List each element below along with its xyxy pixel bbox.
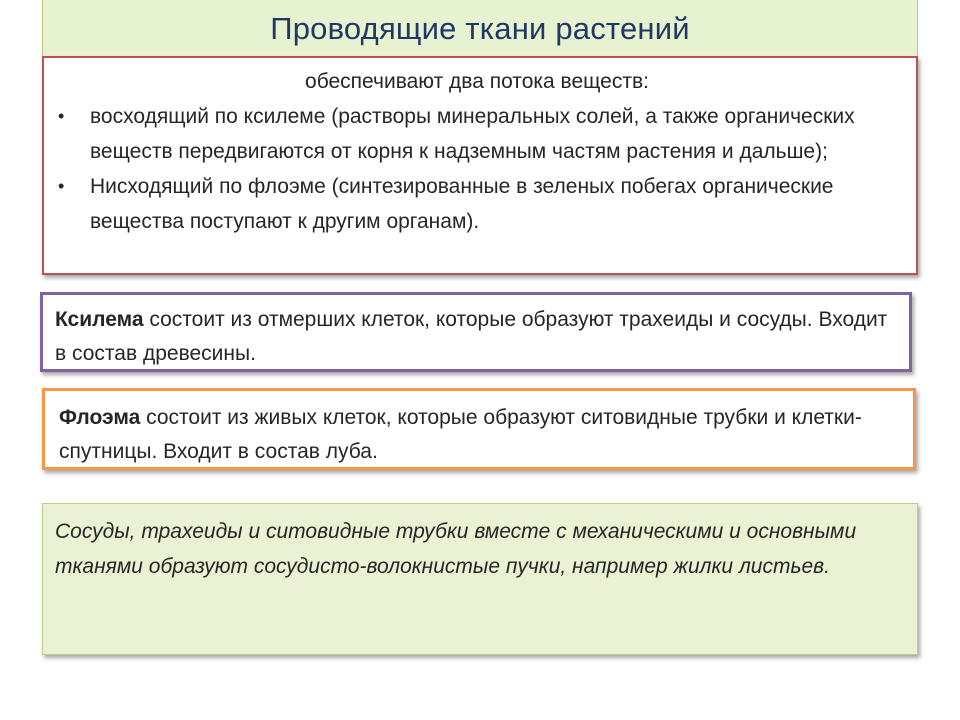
bundles-box xyxy=(42,503,918,655)
flows-intro: обеспечивают два потока веществ: xyxy=(305,70,649,93)
phloem-term: Флоэма xyxy=(59,406,141,429)
flows-list xyxy=(54,99,900,239)
xylem-box xyxy=(40,292,912,372)
title-box xyxy=(42,0,918,58)
list-item-ascending xyxy=(54,99,900,169)
list-item-descending xyxy=(54,169,900,239)
bullet-icon: • xyxy=(58,176,65,196)
slide-title: Проводящие ткани растений xyxy=(270,10,690,46)
list-item-text: Нисходящий по флоэме (синтезированные в зеленых побегах органические вещества поступают к другим органам). xyxy=(90,175,834,233)
bullet-icon: • xyxy=(58,106,65,126)
bundles-text: Сосуды, трахеиды и ситовидные трубки вместе с механическими и основными тканями образуют сосудисто-волокнистые пучки, например жилки листьев. xyxy=(55,520,857,578)
xylem-term: Ксилема xyxy=(55,308,144,331)
phloem-box xyxy=(42,388,916,470)
flows-box xyxy=(42,56,918,275)
phloem-text: состоит из живых клеток, которые образуют ситовидные трубки и клетки-спутницы. Входит в состав луба. xyxy=(59,406,862,463)
list-item-text: восходящий по ксилеме (растворы минеральных солей, а также органических веществ передвигаются от корня к надземным частям растения и дальше); xyxy=(90,105,855,163)
xylem-text: состоит из отмерших клеток, которые образуют трахеиды и сосуды. Входит в состав древесины. xyxy=(55,308,888,365)
